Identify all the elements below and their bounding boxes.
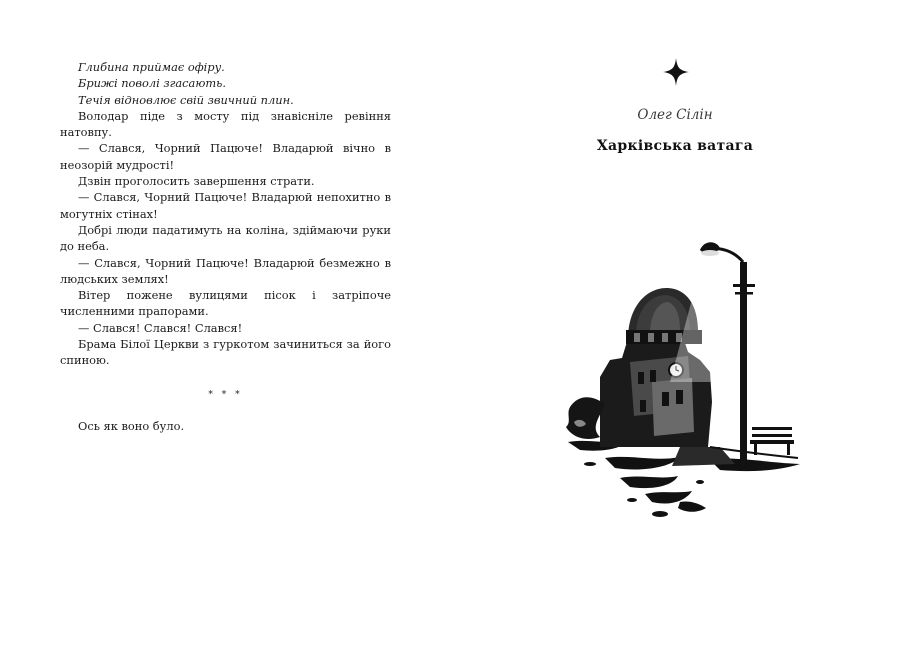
author-name: Олег Сілін bbox=[637, 107, 713, 123]
verse-line: Течія відновлює свій звичний плин. bbox=[78, 92, 294, 107]
paragraph: Брама Білої Церкви з гуркотом зачиниться за його спиною. bbox=[60, 337, 391, 368]
paragraph: Добрі люди падатимуть на коліна, здіймаючи руки до неба. bbox=[60, 222, 391, 254]
verse-line: Глибина приймає офіру. bbox=[78, 60, 225, 74]
paragraph: Вітер пожене вулицями пісок і затріпоче численними прапорами. bbox=[60, 288, 391, 319]
left-page-text bbox=[60, 59, 391, 434]
four-point-star-icon bbox=[663, 58, 689, 86]
paragraph: Володар піде з мосту під знавісніле ревіння натовпу. bbox=[60, 108, 391, 140]
paragraph: — Слався! Слався! Слався! bbox=[78, 320, 243, 335]
paragraph: — Слався, Чорний Пацюче! Владарюй непохитно в могутніх стінах! bbox=[60, 190, 391, 221]
paragraph: — Слався, Чорний Пацюче! Владарюй безмежно в людських землях! bbox=[60, 255, 391, 286]
story-illustration bbox=[560, 232, 810, 522]
closing-paragraph: Ось як воно було. bbox=[78, 418, 185, 433]
verse-line: Брижі поволі згасають. bbox=[78, 76, 226, 91]
paragraph: — Слався, Чорний Пацюче! Владарюй вічно в неозорій мудрості! bbox=[60, 141, 391, 172]
scene-break: * * * bbox=[208, 389, 243, 400]
paragraph: Дзвін проголосить завершення страти. bbox=[78, 174, 315, 189]
story-title: Харківська ватага bbox=[596, 138, 754, 154]
